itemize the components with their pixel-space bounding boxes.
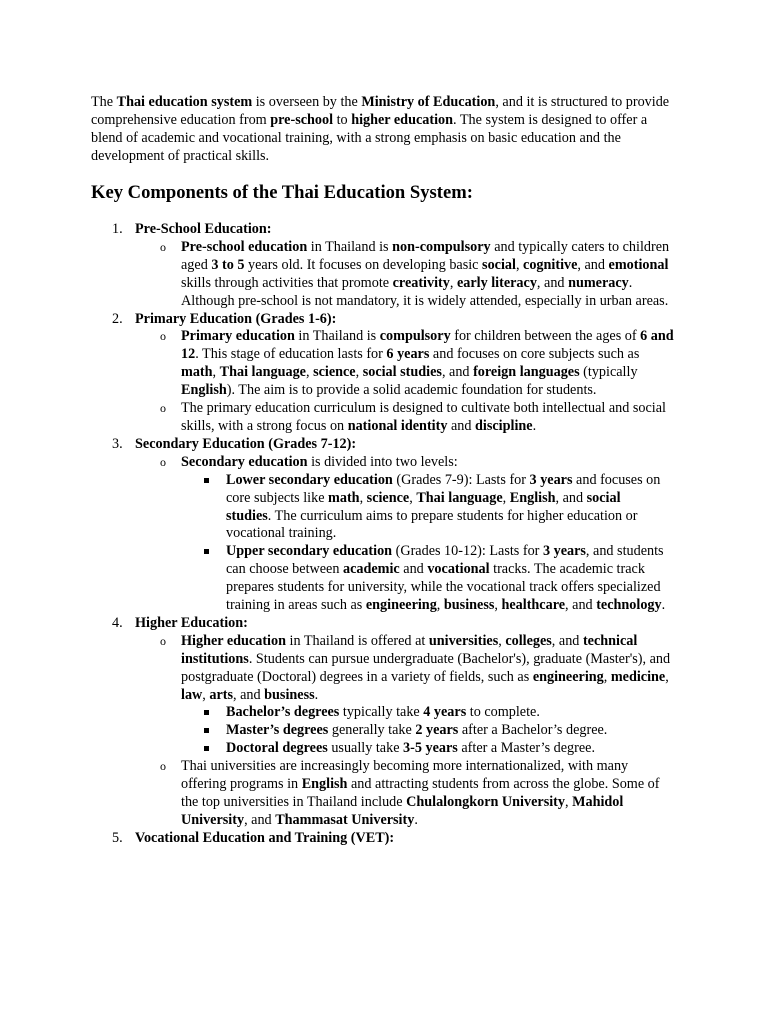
text-run: usually take — [327, 740, 404, 757]
list-item — [135, 239, 676, 311]
text-run: . This stage of education lasts for — [195, 346, 387, 363]
nested-list-item-text — [226, 704, 666, 722]
text-run: The primary education curriculum is designed to cultivate both intellectual and social skills, with a strong focus on — [181, 400, 666, 434]
text-run: ). The aim is to provide a solid academic foundation for students. — [226, 382, 597, 399]
list-item-text — [181, 328, 676, 400]
text-run: and — [447, 417, 476, 434]
nested-list-item — [181, 722, 666, 740]
nested-list-item-text — [226, 722, 666, 740]
bold-text: academic — [343, 561, 400, 578]
bold-text: Secondary education — [181, 453, 308, 470]
text-run: , — [603, 668, 611, 685]
text-run: . Although pre-school is not mandatory, it is widely attended, especially in urban areas. — [181, 274, 669, 309]
bold-text: compulsory — [379, 328, 451, 345]
bold-text: social studies — [362, 364, 442, 381]
sub-list — [135, 239, 691, 311]
square-bullet-icon — [204, 746, 209, 751]
text-run: . — [314, 686, 319, 703]
nested-list-item-text — [226, 543, 666, 615]
list-item — [135, 758, 676, 830]
list-item-section — [91, 436, 691, 615]
list-item — [135, 400, 676, 436]
bold-text: Thammasat University — [275, 811, 415, 828]
nested-list-item — [181, 740, 666, 758]
text-run: . The curriculum aims to prepare students for higher education or vocational training. — [226, 507, 638, 542]
text-run: (Grades 7-9): Lasts for — [392, 471, 530, 488]
text-run: , and — [577, 256, 609, 273]
list-item — [135, 633, 676, 758]
text-run: is overseen by the — [252, 94, 362, 110]
sub-list — [135, 454, 691, 615]
text-run: , — [494, 597, 502, 614]
text-run: (Grades 10-12): Lasts for — [392, 543, 543, 560]
text-run: and focuses on core subjects such as — [429, 346, 640, 363]
section-title: Vocational Education and Training (VET): — [135, 829, 395, 846]
list-item-text — [181, 400, 676, 436]
bold-text: technical institutions — [181, 632, 638, 667]
section-title: Pre-School Education: — [135, 221, 272, 237]
text-run: to — [333, 111, 352, 128]
nested-list-item — [181, 704, 666, 722]
list-item-text — [181, 454, 676, 472]
list-item-text — [181, 758, 676, 830]
text-run: . — [661, 597, 666, 614]
bold-text: English — [301, 776, 348, 793]
section-heading: Key Components of the Thai Education System: — [91, 182, 473, 203]
text-run: skills through activities that promote — [181, 274, 393, 291]
nested-list-item — [181, 543, 666, 615]
bold-text: numeracy — [568, 274, 629, 291]
bold-text: healthcare — [501, 597, 566, 614]
list-item — [135, 454, 676, 615]
text-run: Thai universities are increasingly becoming more internationalized, with many offering programs in — [181, 758, 629, 793]
text-run: in Thailand is — [294, 328, 380, 345]
bold-text: 6 years — [386, 346, 430, 363]
text-run: , — [564, 794, 573, 810]
text-run: is divided into two levels: — [307, 453, 458, 470]
bold-text: business — [264, 686, 315, 703]
bold-text: technology — [596, 597, 662, 614]
bold-text: social — [482, 256, 516, 273]
text-run: , — [515, 256, 524, 273]
list-item-text — [181, 239, 676, 311]
bold-text: discipline — [475, 417, 533, 434]
text-run: , — [449, 274, 457, 291]
list-item-section — [91, 221, 691, 311]
bold-text: engineering — [532, 668, 604, 685]
bold-text: Pre-school education — [181, 238, 308, 255]
text-run: . — [532, 417, 537, 434]
text-run: , — [305, 364, 314, 381]
text-run: for children between the ages of — [450, 328, 641, 345]
bold-text: non-compulsory — [392, 238, 491, 255]
components-list — [91, 221, 691, 848]
text-run: to complete. — [466, 704, 540, 721]
bold-text: universities — [428, 632, 499, 649]
bold-text: Doctoral degrees — [226, 740, 328, 757]
text-run: , and students can choose between — [226, 543, 664, 578]
text-run: and typically caters to children aged — [181, 238, 670, 273]
text-run: , and — [244, 811, 276, 828]
nested-list-item-text — [226, 472, 666, 544]
text-run: generally take — [328, 722, 416, 739]
bold-text: emotional — [608, 256, 669, 273]
circle-bullet-icon: o — [160, 454, 166, 469]
text-run: and focuses on core subjects like — [226, 471, 661, 506]
bold-text: Thai education system — [116, 94, 253, 110]
text-run: after a Bachelor’s degree. — [458, 722, 608, 739]
text-run: , and — [441, 364, 474, 381]
list-item-text — [181, 633, 676, 705]
text-run: and — [399, 561, 428, 578]
list-number: 1. — [112, 221, 123, 237]
square-bullet-icon — [204, 710, 209, 715]
bold-text: math — [328, 489, 360, 506]
bold-text: Mahidol University — [181, 794, 624, 828]
text-run: , — [355, 364, 363, 381]
nested-list-item-text — [226, 740, 666, 758]
bold-text: Higher education — [181, 632, 286, 649]
list-number: 5. — [112, 829, 123, 846]
list-number: 2. — [112, 310, 123, 327]
text-run: (typically — [579, 364, 638, 381]
square-bullet-icon — [204, 728, 209, 733]
circle-bullet-icon: o — [160, 329, 166, 344]
text-run: , and it is structured to provide comprehensive education from — [91, 94, 670, 128]
text-run: . The system is designed to offer a blend of academic and vocational training, with a strong emphasis on basic education and the development of practical skills. — [91, 111, 648, 164]
circle-bullet-icon: o — [160, 401, 166, 416]
bold-text: 3 years — [542, 543, 586, 560]
text-run: The — [91, 94, 117, 110]
text-run: and attracting students from across the globe. Some of the top universities in Thailand include — [181, 776, 660, 810]
list-item-section — [91, 615, 691, 830]
text-run: , — [212, 364, 220, 381]
bold-text: Thai language — [219, 364, 306, 381]
text-run: typically take — [339, 704, 424, 721]
bold-text: Primary education — [181, 328, 295, 345]
bold-text: pre-school — [270, 111, 334, 128]
bold-text: engineering — [365, 597, 437, 614]
text-run: , — [409, 489, 417, 506]
bold-text: Bachelor’s degrees — [226, 704, 340, 721]
bold-text: creativity — [392, 274, 450, 291]
bold-text: higher education — [351, 111, 454, 128]
bold-text: cognitive — [523, 256, 578, 273]
bold-text: Thai language — [416, 489, 503, 506]
bold-text: 3 years — [529, 471, 573, 488]
bold-text: Ministry of Education — [361, 94, 496, 110]
circle-bullet-icon: o — [160, 633, 166, 648]
bold-text: colleges — [505, 632, 552, 649]
section-title: Primary Education (Grades 1-6): — [135, 310, 337, 327]
bold-text: science — [313, 364, 356, 381]
section-title: Higher Education: — [135, 614, 248, 631]
bold-text: law — [181, 686, 203, 703]
square-bullet-icon — [204, 549, 209, 554]
bold-text: Lower secondary education — [226, 471, 393, 488]
text-run: , and — [233, 686, 265, 703]
text-run: after a Master’s degree. — [457, 740, 596, 757]
text-run: , and — [555, 489, 587, 506]
text-run: , — [498, 632, 506, 649]
bold-text: science — [366, 489, 410, 506]
bold-text: English — [509, 489, 556, 506]
bold-text: business — [443, 597, 495, 614]
bold-text: 3-5 years — [403, 740, 458, 757]
section-title: Secondary Education (Grades 7-12): — [135, 435, 357, 452]
text-run: in Thailand is — [307, 238, 393, 255]
text-run: . — [414, 811, 418, 828]
bold-text: 4 years — [423, 704, 467, 721]
text-run: , — [502, 489, 510, 506]
nested-list — [181, 704, 676, 758]
bold-text: national identity — [347, 417, 448, 434]
text-run: , — [436, 597, 444, 614]
bold-text: Upper secondary education — [226, 543, 393, 560]
text-run: years old. It focuses on developing basic — [244, 256, 483, 273]
nested-list-item — [181, 472, 666, 544]
bold-text: English — [181, 382, 227, 399]
list-item-section — [91, 830, 691, 848]
bold-text: social studies — [226, 489, 621, 524]
text-run: , and — [565, 597, 597, 614]
bold-text: Chulalongkorn University — [406, 794, 565, 810]
list-number: 3. — [112, 435, 123, 452]
bold-text: foreign languages — [473, 364, 580, 381]
list-item — [135, 328, 676, 400]
list-number: 4. — [112, 614, 123, 631]
text-run: . Students can pursue undergraduate (Bachelor's), graduate (Master's), and postgraduate (Doctoral) degrees in a variety of fields, such as — [181, 650, 671, 685]
square-bullet-icon — [204, 478, 209, 483]
text-run: tracks. The academic track prepares students for university, while the vocational track offers specialized training in areas such as — [226, 561, 661, 614]
bold-text: early literacy — [456, 274, 537, 291]
text-run: , — [202, 686, 210, 703]
bold-text: 3 to 5 — [211, 256, 245, 273]
nested-list — [181, 472, 676, 615]
text-run: , — [665, 668, 669, 685]
bold-text: Master’s degrees — [226, 722, 329, 739]
text-run: in Thailand is offered at — [285, 632, 429, 649]
bold-text: arts — [209, 686, 234, 703]
bold-text: 6 and 12 — [181, 328, 674, 363]
text-run: , — [359, 489, 367, 506]
sub-list — [135, 633, 691, 830]
bold-text: medicine — [610, 668, 666, 685]
bold-text: math — [181, 364, 213, 381]
bold-text: vocational — [427, 561, 490, 578]
text-run: , and — [536, 274, 569, 291]
bold-text: 2 years — [415, 722, 459, 739]
circle-bullet-icon: o — [160, 759, 166, 774]
sub-list — [135, 328, 691, 435]
text-run: , and — [551, 632, 583, 649]
circle-bullet-icon: o — [160, 239, 166, 254]
intro-paragraph — [91, 94, 681, 166]
list-item-section — [91, 311, 691, 436]
